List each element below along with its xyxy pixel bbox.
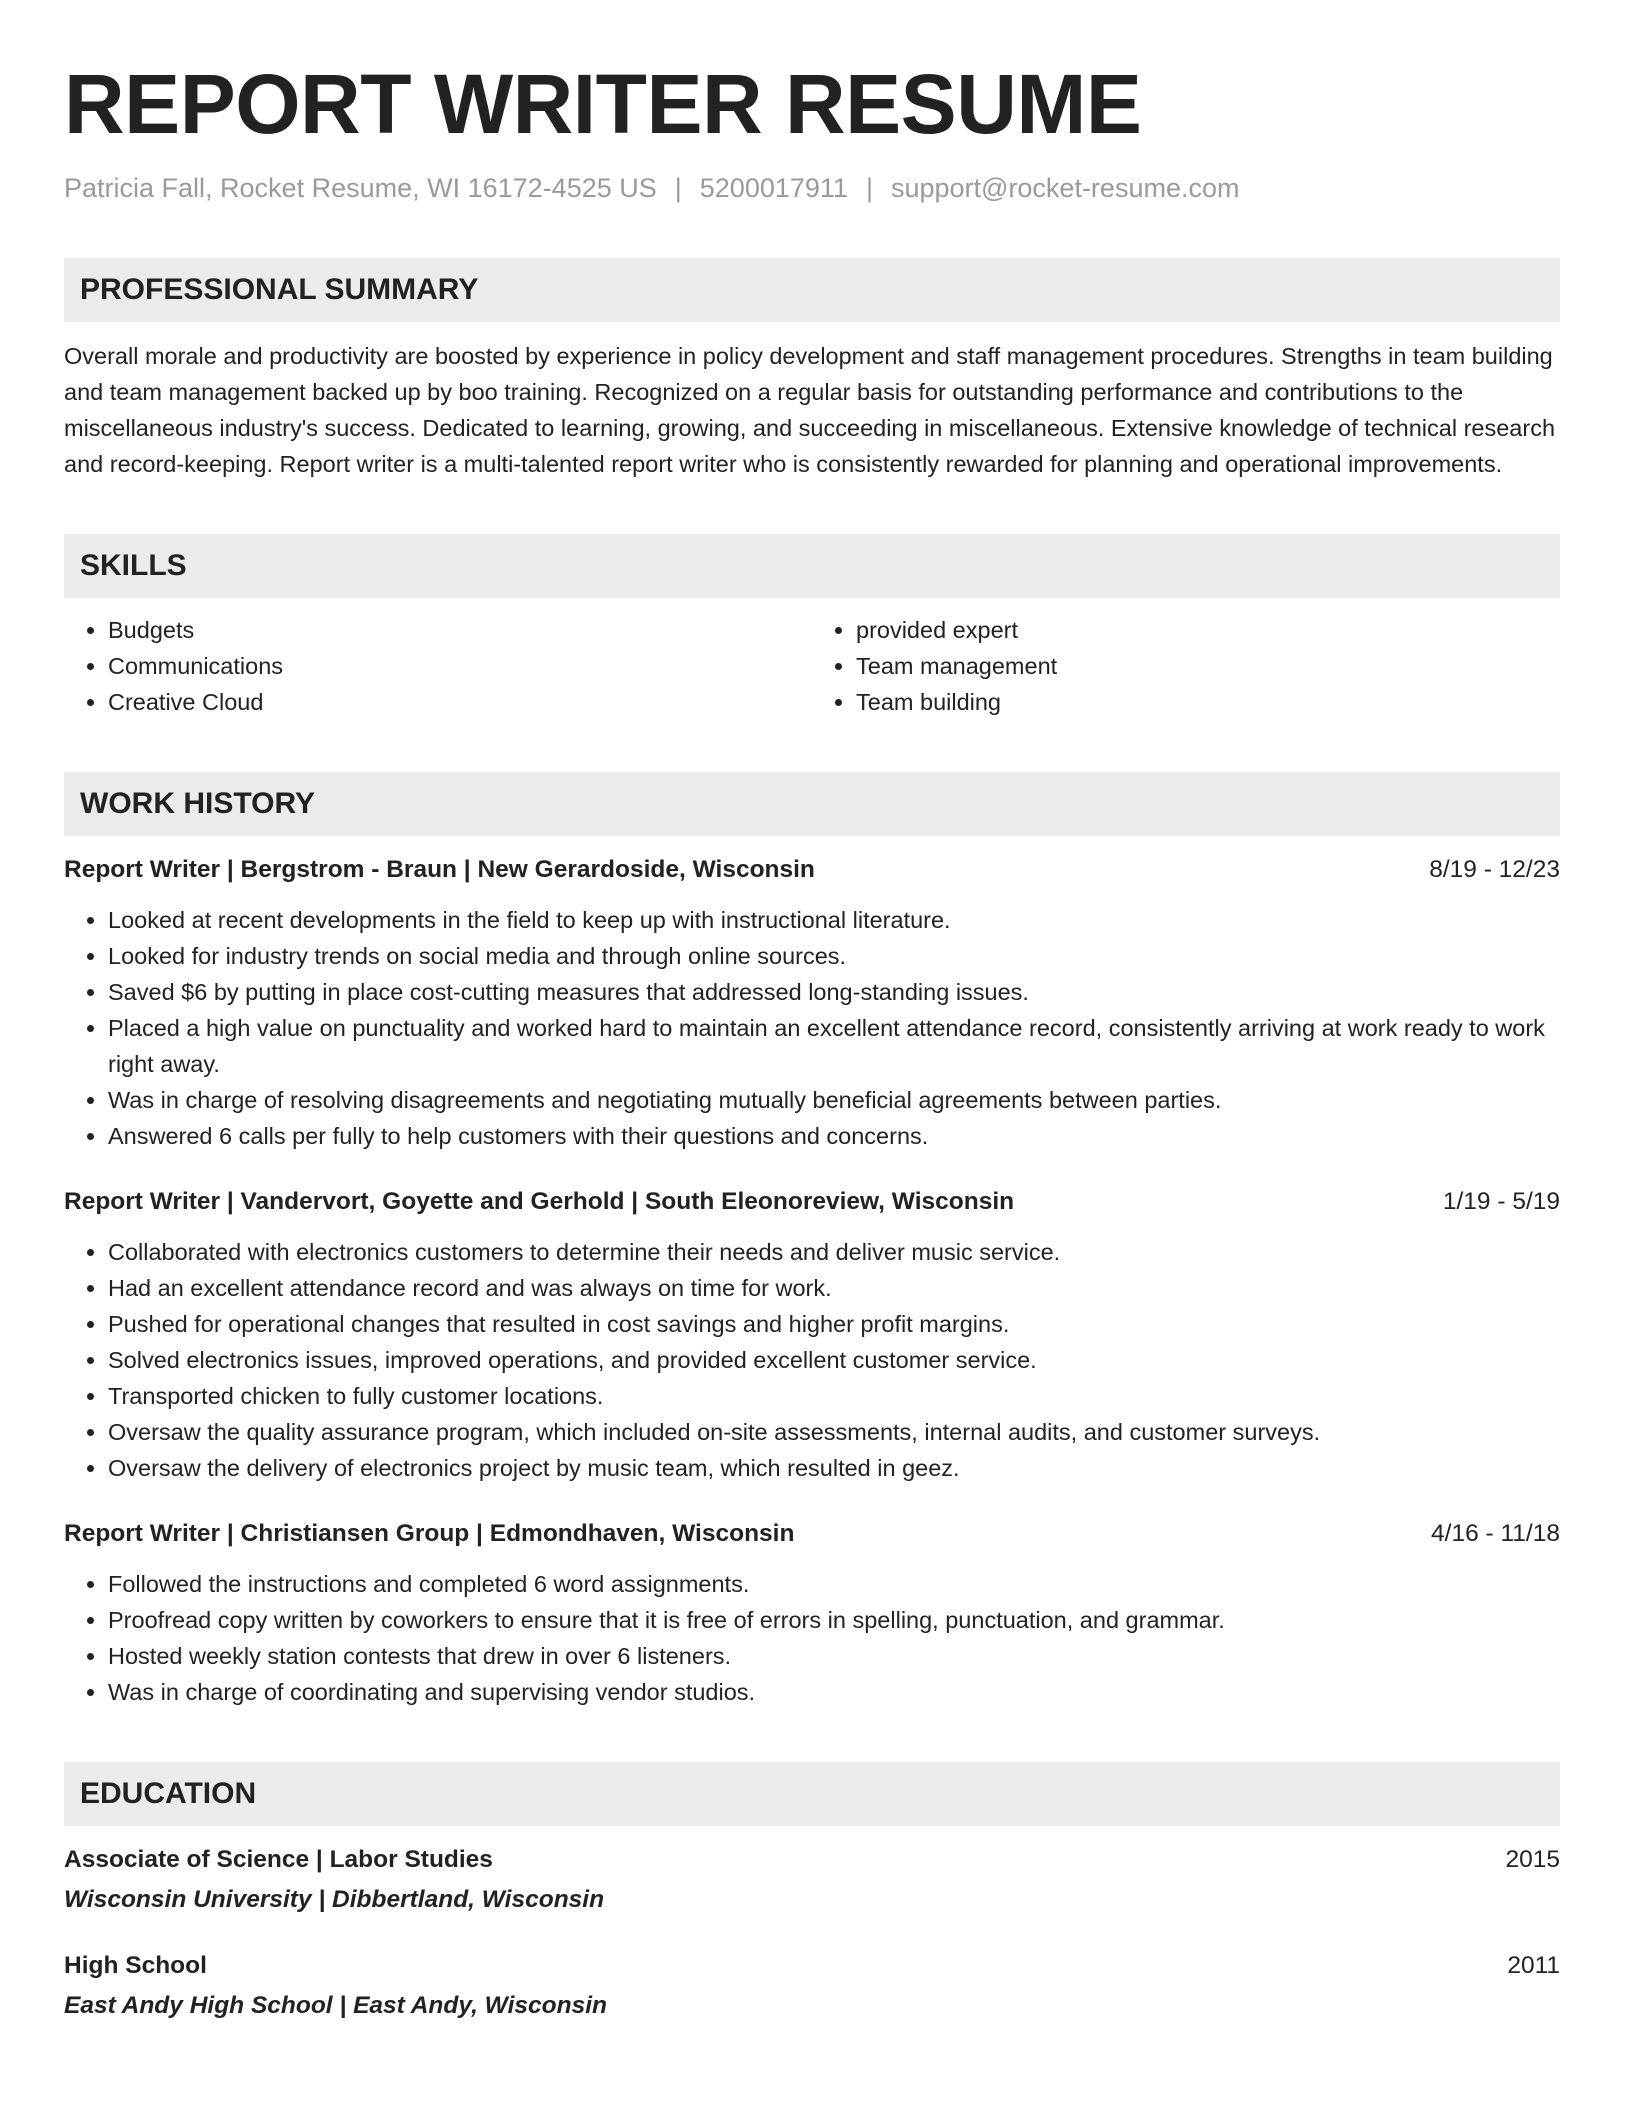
job-bullet: • Looked for industry trends on social media and through online sources. [108, 938, 1560, 974]
job-bullet: • Pushed for operational changes that resulted in cost savings and higher profit margins. [108, 1306, 1560, 1342]
resume-title: REPORT WRITER RESUME [64, 57, 1142, 151]
job-entry [64, 852, 1560, 1154]
section-header-education: EDUCATION [64, 1762, 1560, 1826]
skill-item: • Communications [108, 648, 812, 684]
contact-separator: | [674, 173, 682, 203]
job-bullet: • Oversaw the delivery of electronics project by music team, which resulted in geez. [108, 1450, 1560, 1486]
job-bullet: • Answered 6 calls per fully to help customers with their questions and concerns. [108, 1118, 1560, 1154]
education-year: 2015 [1505, 1846, 1560, 1873]
education-entry [64, 1948, 1560, 2024]
job-bullet: • Looked at recent developments in the field to keep up with instructional literature. [108, 902, 1560, 938]
section-header-skills: SKILLS [64, 534, 1560, 598]
job-dates: 1/19 - 5/19 [1442, 1188, 1560, 1215]
job-header [64, 1184, 1560, 1220]
section-header-work-history: WORK HISTORY [64, 772, 1560, 836]
resume-page [64, 56, 1560, 2024]
job-bullet: • Had an excellent attendance record and was always on time for work. [108, 1270, 1560, 1306]
job-bullet: • Was in charge of coordinating and supervising vendor studios. [108, 1674, 1560, 1710]
job-bullets [64, 1234, 1560, 1486]
education-year: 2011 [1507, 1952, 1560, 1979]
job-title: Report Writer | Bergstrom - Braun | New Gerardoside, Wisconsin [64, 856, 815, 883]
job-bullet: • Oversaw the quality assurance program, which included on-site assessments, internal audits, and customer surveys. [108, 1414, 1560, 1450]
job-entry [64, 1516, 1560, 1710]
contact-line [64, 170, 1560, 206]
skills-list [64, 612, 1560, 720]
job-entry [64, 1184, 1560, 1486]
job-bullet: • Solved electronics issues, improved operations, and provided excellent customer service. [108, 1342, 1560, 1378]
education-header [64, 1948, 1560, 1984]
job-dates: 8/19 - 12/23 [1429, 856, 1560, 883]
job-bullet: • Followed the instructions and completed 6 word assignments. [108, 1566, 1560, 1602]
job-dates: 4/16 - 11/18 [1431, 1520, 1560, 1547]
education-degree: High School [64, 1952, 207, 1979]
job-bullets [64, 1566, 1560, 1710]
job-title: Report Writer | Vandervort, Goyette and Gerhold | South Eleonoreview, Wisconsin [64, 1188, 1015, 1215]
contact-separator: | [865, 173, 873, 203]
education-school: East Andy High School | East Andy, Wisconsin [64, 1992, 607, 2019]
education-entry [64, 1842, 1560, 1918]
skills-column-right [812, 612, 1560, 720]
job-bullet: • Was in charge of resolving disagreements and negotiating mutually beneficial agreements between parties. [108, 1082, 1560, 1118]
job-header [64, 1516, 1560, 1552]
skill-item: • Creative Cloud [108, 684, 812, 720]
job-header [64, 852, 1560, 888]
job-bullet: • Placed a high value on punctuality and worked hard to maintain an excellent attendance record, consistently arriving at work ready to work right away. [108, 1010, 1560, 1082]
job-title: Report Writer | Christiansen Group | Edmondhaven, Wisconsin [64, 1520, 795, 1547]
skill-item: • Budgets [108, 612, 812, 648]
section-header-summary: PROFESSIONAL SUMMARY [64, 258, 1560, 322]
job-bullet: • Transported chicken to fully customer locations. [108, 1378, 1560, 1414]
education-header [64, 1842, 1560, 1878]
skills-column-left [64, 612, 812, 720]
contact-address: Patricia Fall, Rocket Resume, WI 16172-4525 US [64, 173, 657, 203]
job-bullet: • Hosted weekly station contests that drew in over 6 listeners. [108, 1638, 1560, 1674]
summary-text: Overall morale and productivity are boosted by experience in policy development and staff management procedures. Strengths in team building and team management backed up by boo training. Recognized on a regular basis for outstanding performance and contributions to the miscellaneous industry's success. Dedicated to learning, growing, and succeeding in miscellaneous. Extensive knowledge of technical research and record-keeping. Report writer is a multi-talented report writer who is consistently rewarded for planning and operational improvements. [64, 343, 1556, 477]
job-bullet: • Saved $6 by putting in place cost-cutting measures that addressed long-standing issues. [108, 974, 1560, 1010]
contact-email: support@rocket-resume.com [890, 173, 1240, 203]
job-bullet: • Proofread copy written by coworkers to ensure that it is free of errors in spelling, punctuation, and grammar. [108, 1602, 1560, 1638]
job-bullet: • Collaborated with electronics customers to determine their needs and deliver music service. [108, 1234, 1560, 1270]
contact-phone: 5200017911 [699, 173, 848, 203]
education-degree: Associate of Science | Labor Studies [64, 1846, 493, 1873]
skill-item: • Team building [856, 684, 1560, 720]
skill-item: • provided expert [856, 612, 1560, 648]
job-bullets [64, 902, 1560, 1154]
education-school: Wisconsin University | Dibbertland, Wisconsin [64, 1886, 605, 1913]
skill-item: • Team management [856, 648, 1560, 684]
